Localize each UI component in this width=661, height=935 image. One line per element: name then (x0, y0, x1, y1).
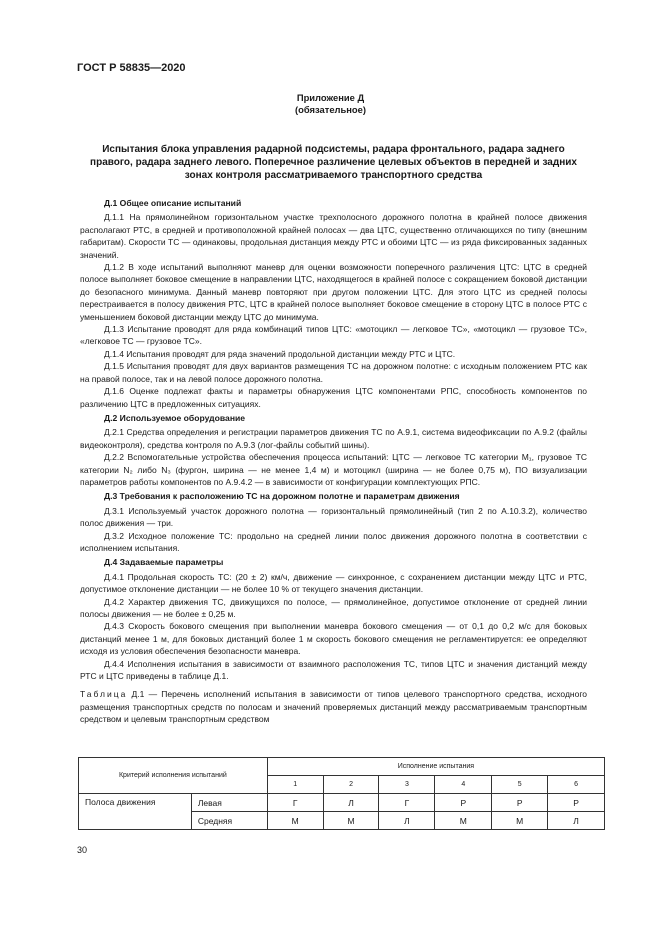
row-group-label: Полоса движения (79, 794, 192, 830)
paragraph-d1-4: Д.1.4 Испытания проводят для ряда значений продольной дистанции между РТС и ЦТС. (104, 348, 456, 359)
document-body (80, 195, 587, 726)
page-number: 30 (77, 845, 88, 855)
annex-title: Приложение Д (296, 92, 365, 103)
paragraph-d4-4: Д.4.4 Исполнения испытания в зависимости от взаимного расположения ТС, типов ЦТС и значения дистанций между РТС и ЦТС приведены в таблице Д.1. (80, 658, 587, 682)
paragraph-d4-1: Д.4.1 Продольная скорость ТС: (20 ± 2) км/ч, движение — синхронное, с сохранением дистанции между ЦТС и РТС, допустимое отклонение дистанции — не более 10 % от текущего значения дистанции. (80, 571, 587, 595)
table-cell: Р (492, 794, 548, 812)
table-cell: Г (267, 794, 323, 812)
table-cell: Р (548, 794, 605, 812)
executions-header: Исполнение испытания (267, 758, 604, 776)
criterion-header: Критерий исполнения испытаний (79, 758, 268, 794)
row-label: Средняя (191, 812, 267, 830)
column-number: 2 (323, 776, 379, 794)
column-number: 5 (492, 776, 548, 794)
table-caption (80, 688, 587, 725)
table-row (79, 794, 605, 812)
paragraph-d3-1: Д.3.1 Используемый участок дорожного полотна — горизонтальный прямолинейный (тип 2 по А.10.3.2), количество полос движения — три. (80, 505, 587, 529)
table-cell: М (267, 812, 323, 830)
table-cell: Л (379, 812, 435, 830)
paragraph-d1-5: Д.1.5 Испытания проводят для двух вариантов размещения ТС на дорожном полотне: с исходным положением РТС как на правой полосе, так и на левой полосе дорожного полотна. (80, 361, 587, 384)
table-caption-text: Д.1 — Перечень исполнений испытания в зависимости от типов целевого транспортного средства, исходного размещения транспортных средств по полосам и значений проверяемых дистанций между рассматриваемым транспортным средством и целевым транспортным средством (80, 689, 587, 725)
paragraph-d4-3: Д.4.3 Скорость бокового смещения при выполнении маневра бокового смещения — от 0,1 до 0,2 м/с для боковых дистанций менее 1 м, для боковых дистанций более 1 м скорость бокового смещения не регламентируется: ее определяют исходя из условия обеспечения безопасности маневра. (80, 621, 587, 657)
table-cell: М (492, 812, 548, 830)
paragraph-d4-2: Д.4.2 Характер движения ТС, движущихся по полосе, — прямолинейное, допустимое отклонение от средней линии полосы движения — не более ± 0,25 м. (80, 596, 587, 619)
paragraph-d1-2: Д.1.2 В ходе испытаний выполняют маневр для оценки возможности поперечного различения ЦТС: ЦТС в средней полосе выполняет боковое смещение в направлении ЦТС, находящегося в крайней полосе с сокращением боковой дистанции до безопасного минимума. Данный маневр повторяют при другом положении ЦТС. Для этого ЦТС из средней полосы перестраивается в полосу движения РТС, ЦТС в крайней полосе выполняет боковое смещение в сторону ЦТС в полосе РТС с уменьшением боковой дистанции между ЦТС до минимума. (80, 262, 587, 322)
table-cell: Р (435, 794, 492, 812)
paragraph-d1-6: Д.1.6 Оценке подлежат факты и параметры обнаружения ЦТС компонентами РПС, способность компонентов по различению ЦТС в предложенных ситуациях. (80, 386, 587, 409)
paragraph-d1-1: Д.1.1 На прямолинейном горизонтальном участке трехполосного дорожного полотна в крайней полосе движения располагают РТС, в средней и противоположной крайней полосах — два ЦТС, существенно отличающихся по типу (внешним габаритам). Скорости ТС — одинаковы, продольная дистанция между РТС и обоими ЦТС — из ряда фиксированных заданных значений. (80, 212, 587, 260)
table-cell: Л (323, 794, 379, 812)
test-executions-table (78, 757, 605, 830)
column-number: 3 (379, 776, 435, 794)
paragraph-d1-3: Д.1.3 Испытание проводят для ряда комбинаций типов ЦТС: «мотоцикл — легковое ТС», «мотоцикл — грузовое ТС», «легковое ТС — грузовое ТС». (80, 324, 587, 347)
paragraph-d2-2: Д.2.2 Вспомогательные устройства обеспечения процесса испытаний: ЦТС — легковое ТС категории M₁, грузовое ТС категории N₂ либо N₃ (фургон, ширина — не менее 1,4 м) и мотоцикл (ширина — не более 0,75 м), ПО визуализации параметров работы компонентов по А.9.4.2 — в зависимости от конфигурации комплектующих РПС. (80, 452, 587, 487)
section-heading-d3: Д.3 Требования к расположению ТС на дорожном полотне и параметрам движения (104, 491, 460, 502)
table-cell: Л (548, 812, 605, 830)
table-cell: М (435, 812, 492, 830)
row-label: Левая (191, 794, 267, 812)
section-heading-d2: Д.2 Используемое оборудование (104, 412, 246, 423)
column-number: 6 (548, 776, 605, 794)
table-cell: Г (379, 794, 435, 812)
paragraph-d2-1: Д.2.1 Средства определения и регистрации параметров движения ТС по А.9.1, система видеофиксации по А.9.2 (файлы видеоконтроля), средства контроля по А.9.3 (лог-файлы событий шины). (80, 427, 587, 450)
section-heading-d4: Д.4 Задаваемые параметры (104, 557, 224, 568)
section-heading-d1: Д.1 Общее описание испытаний (104, 198, 242, 208)
table-caption-label: Таблица (80, 689, 128, 700)
paragraph-d3-2: Д.3.2 Исходное положение ТС: продольно на средней линии полос движения дорожного полотна в соответствии с исполнением испытания. (80, 530, 587, 553)
annex-status: (обязательное) (295, 104, 366, 115)
table-cell: М (323, 812, 379, 830)
annex-main-title: Испытания блока управления радарной подсистемы, радара фронтального, радара заднего правого, радара заднего левого. Поперечное различение целевых объектов в передней и задних зонах контроля рассматриваемого транспортного средства (90, 144, 577, 181)
column-number: 1 (267, 776, 323, 794)
document-header: ГОСТ Р 58835—2020 (77, 62, 186, 74)
table-header-row (79, 758, 605, 776)
column-number: 4 (435, 776, 492, 794)
